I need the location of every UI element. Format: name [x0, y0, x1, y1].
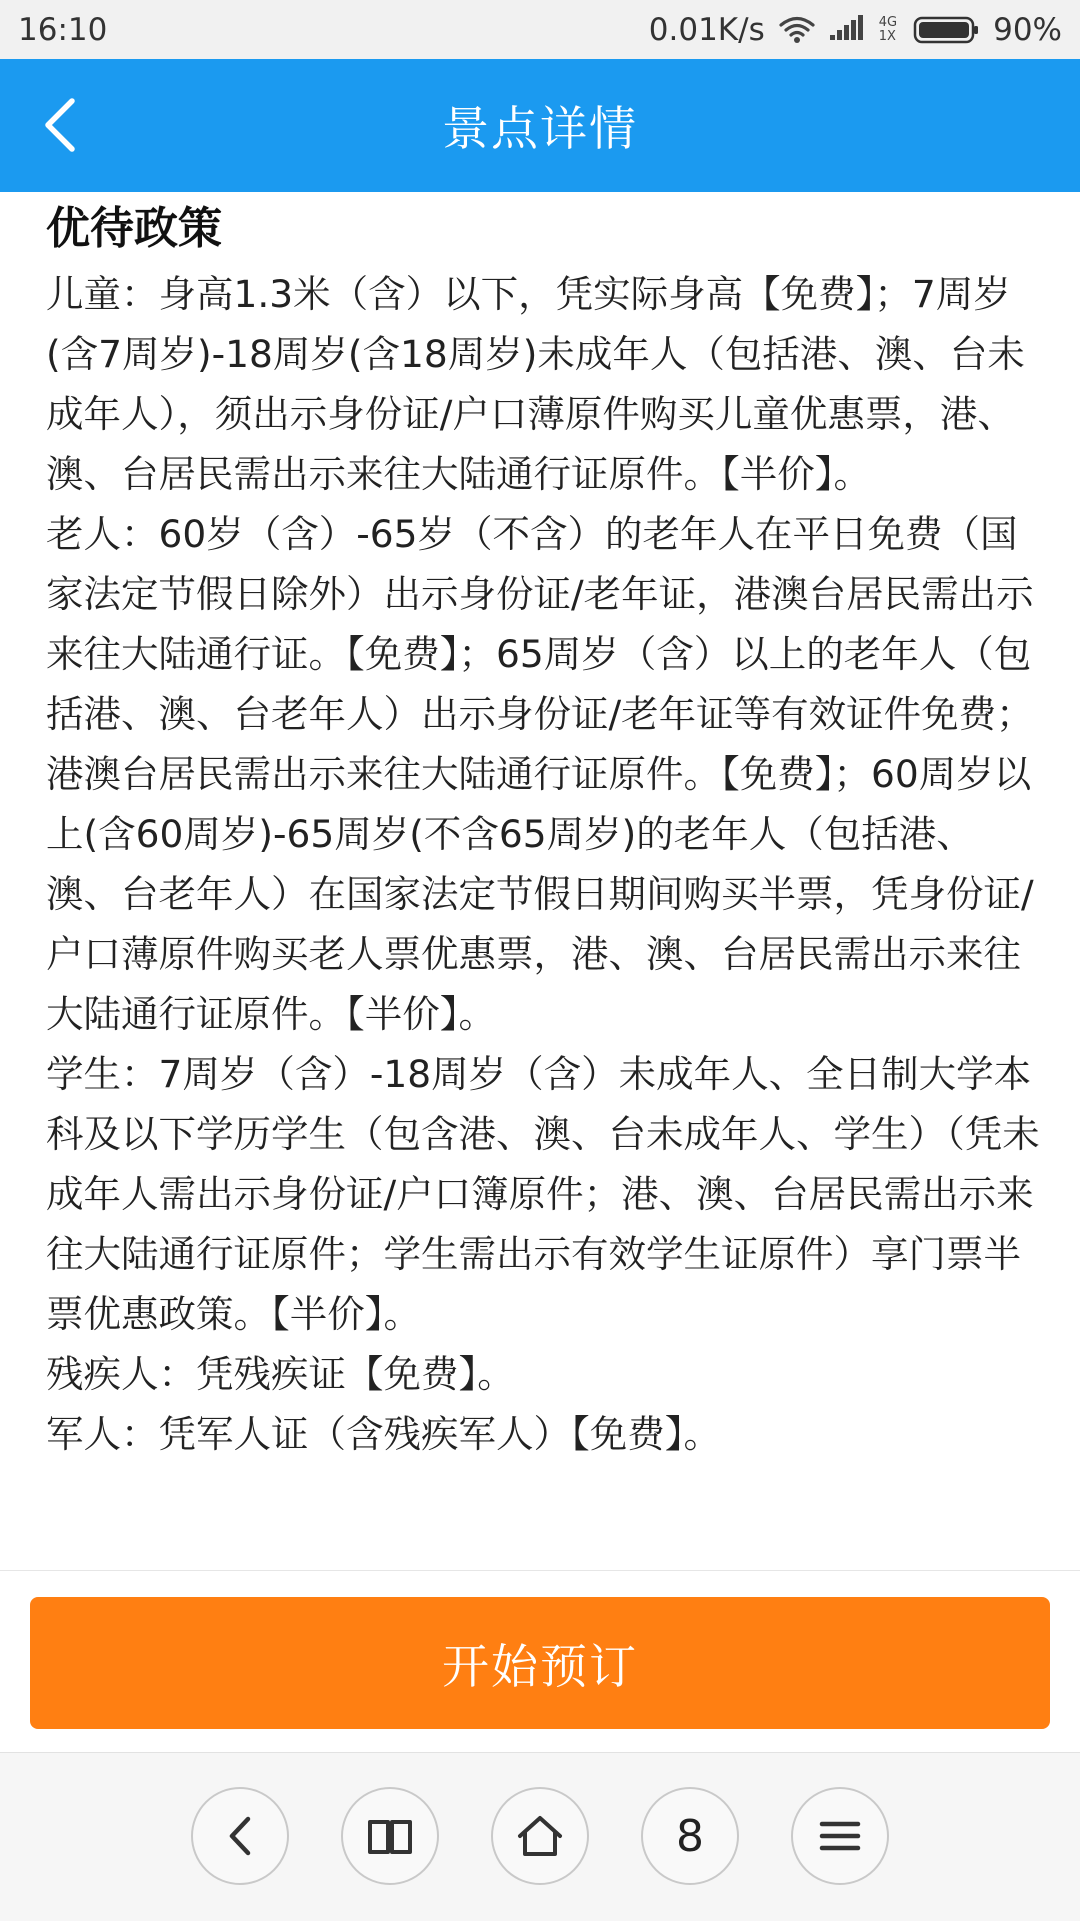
policy-disabled: 残疾人：凭残疾证【免费】。: [46, 1352, 515, 1396]
tabs-count: 8: [676, 1810, 704, 1862]
app-header: [0, 59, 1080, 192]
policy-seniors: 老人：60岁（含）-65岁（不含）的老年人在平日免费（国家法定节假日除外）出示身份证/老年证，港澳台居民需出示来往大陆通行证。【免费】；65周岁（含）以上的老年人（包括港、澳、台老年人）出示身份证/老年证等有效证件免费；港澳台居民需出示来往大陆通行证原件。【免费】；60周岁以上(含60周岁)-65周岁(不含65周岁)的老年人（包括港、澳、台老年人）在国家法定节假日期间购买半票，凭身份证/户口薄原件购买老人票优惠票，港、澳、台居民需出示来往大陆通行证原件。【半价】。: [46, 512, 1034, 1036]
wifi-icon: [779, 16, 815, 44]
status-indicators: [649, 12, 1062, 48]
policy-children: 儿童：身高1.3米（含）以下，凭实际身高【免费】；7周岁(含7周岁)-18周岁(含18周岁)未成年人（包括港、澳、台未成年人），须出示身份证/户口薄原件购买儿童优惠票，港、澳、台居民需出示来往大陆通行证原件。【半价】。: [46, 272, 1025, 496]
tabs-button[interactable]: [641, 1787, 739, 1885]
section-title: 优待政策: [46, 203, 222, 254]
chevron-left-icon: [40, 97, 80, 153]
book-icon: [366, 1816, 414, 1856]
browser-back-button[interactable]: [191, 1787, 289, 1885]
status-time: 16:10: [18, 11, 108, 48]
status-bar: [0, 0, 1080, 59]
start-booking-button[interactable]: 开始预订: [30, 1597, 1050, 1729]
battery-percent: 90%: [993, 11, 1062, 48]
network-type-bottom: 1X: [878, 28, 896, 44]
network-type: [879, 16, 897, 44]
booking-bar: [0, 1570, 1080, 1753]
home-icon: [516, 1814, 564, 1858]
page-title: 景点详情: [442, 102, 638, 157]
back-button[interactable]: [30, 95, 90, 155]
network-type-top: 4G: [878, 14, 898, 30]
menu-icon: [818, 1818, 862, 1854]
detail-content[interactable]: [0, 192, 1080, 1570]
home-button[interactable]: [491, 1787, 589, 1885]
chevron-left-icon: [223, 1815, 257, 1857]
policy-students: 学生：7周岁（含）-18周岁（含）未成年人、全日制大学本科及以下学历学生（包含港、澳、台未成年人、学生）（凭未成年人需出示身份证/户口簿原件；港、澳、台居民需出示来往大陆通行证原件；学生需出示有效学生证原件）享门票半票优惠政策。【半价】。: [46, 1052, 1040, 1336]
bookmarks-button[interactable]: [341, 1787, 439, 1885]
cellular-signal-icon: [829, 15, 865, 45]
battery-icon: [913, 15, 979, 45]
network-speed: 0.01K/s: [648, 11, 765, 48]
policy-text: [46, 264, 1041, 1464]
menu-button[interactable]: [791, 1787, 889, 1885]
browser-toolbar: [0, 1752, 1080, 1921]
policy-military: 军人：凭军人证（含残疾军人）【免费】。: [46, 1412, 721, 1456]
